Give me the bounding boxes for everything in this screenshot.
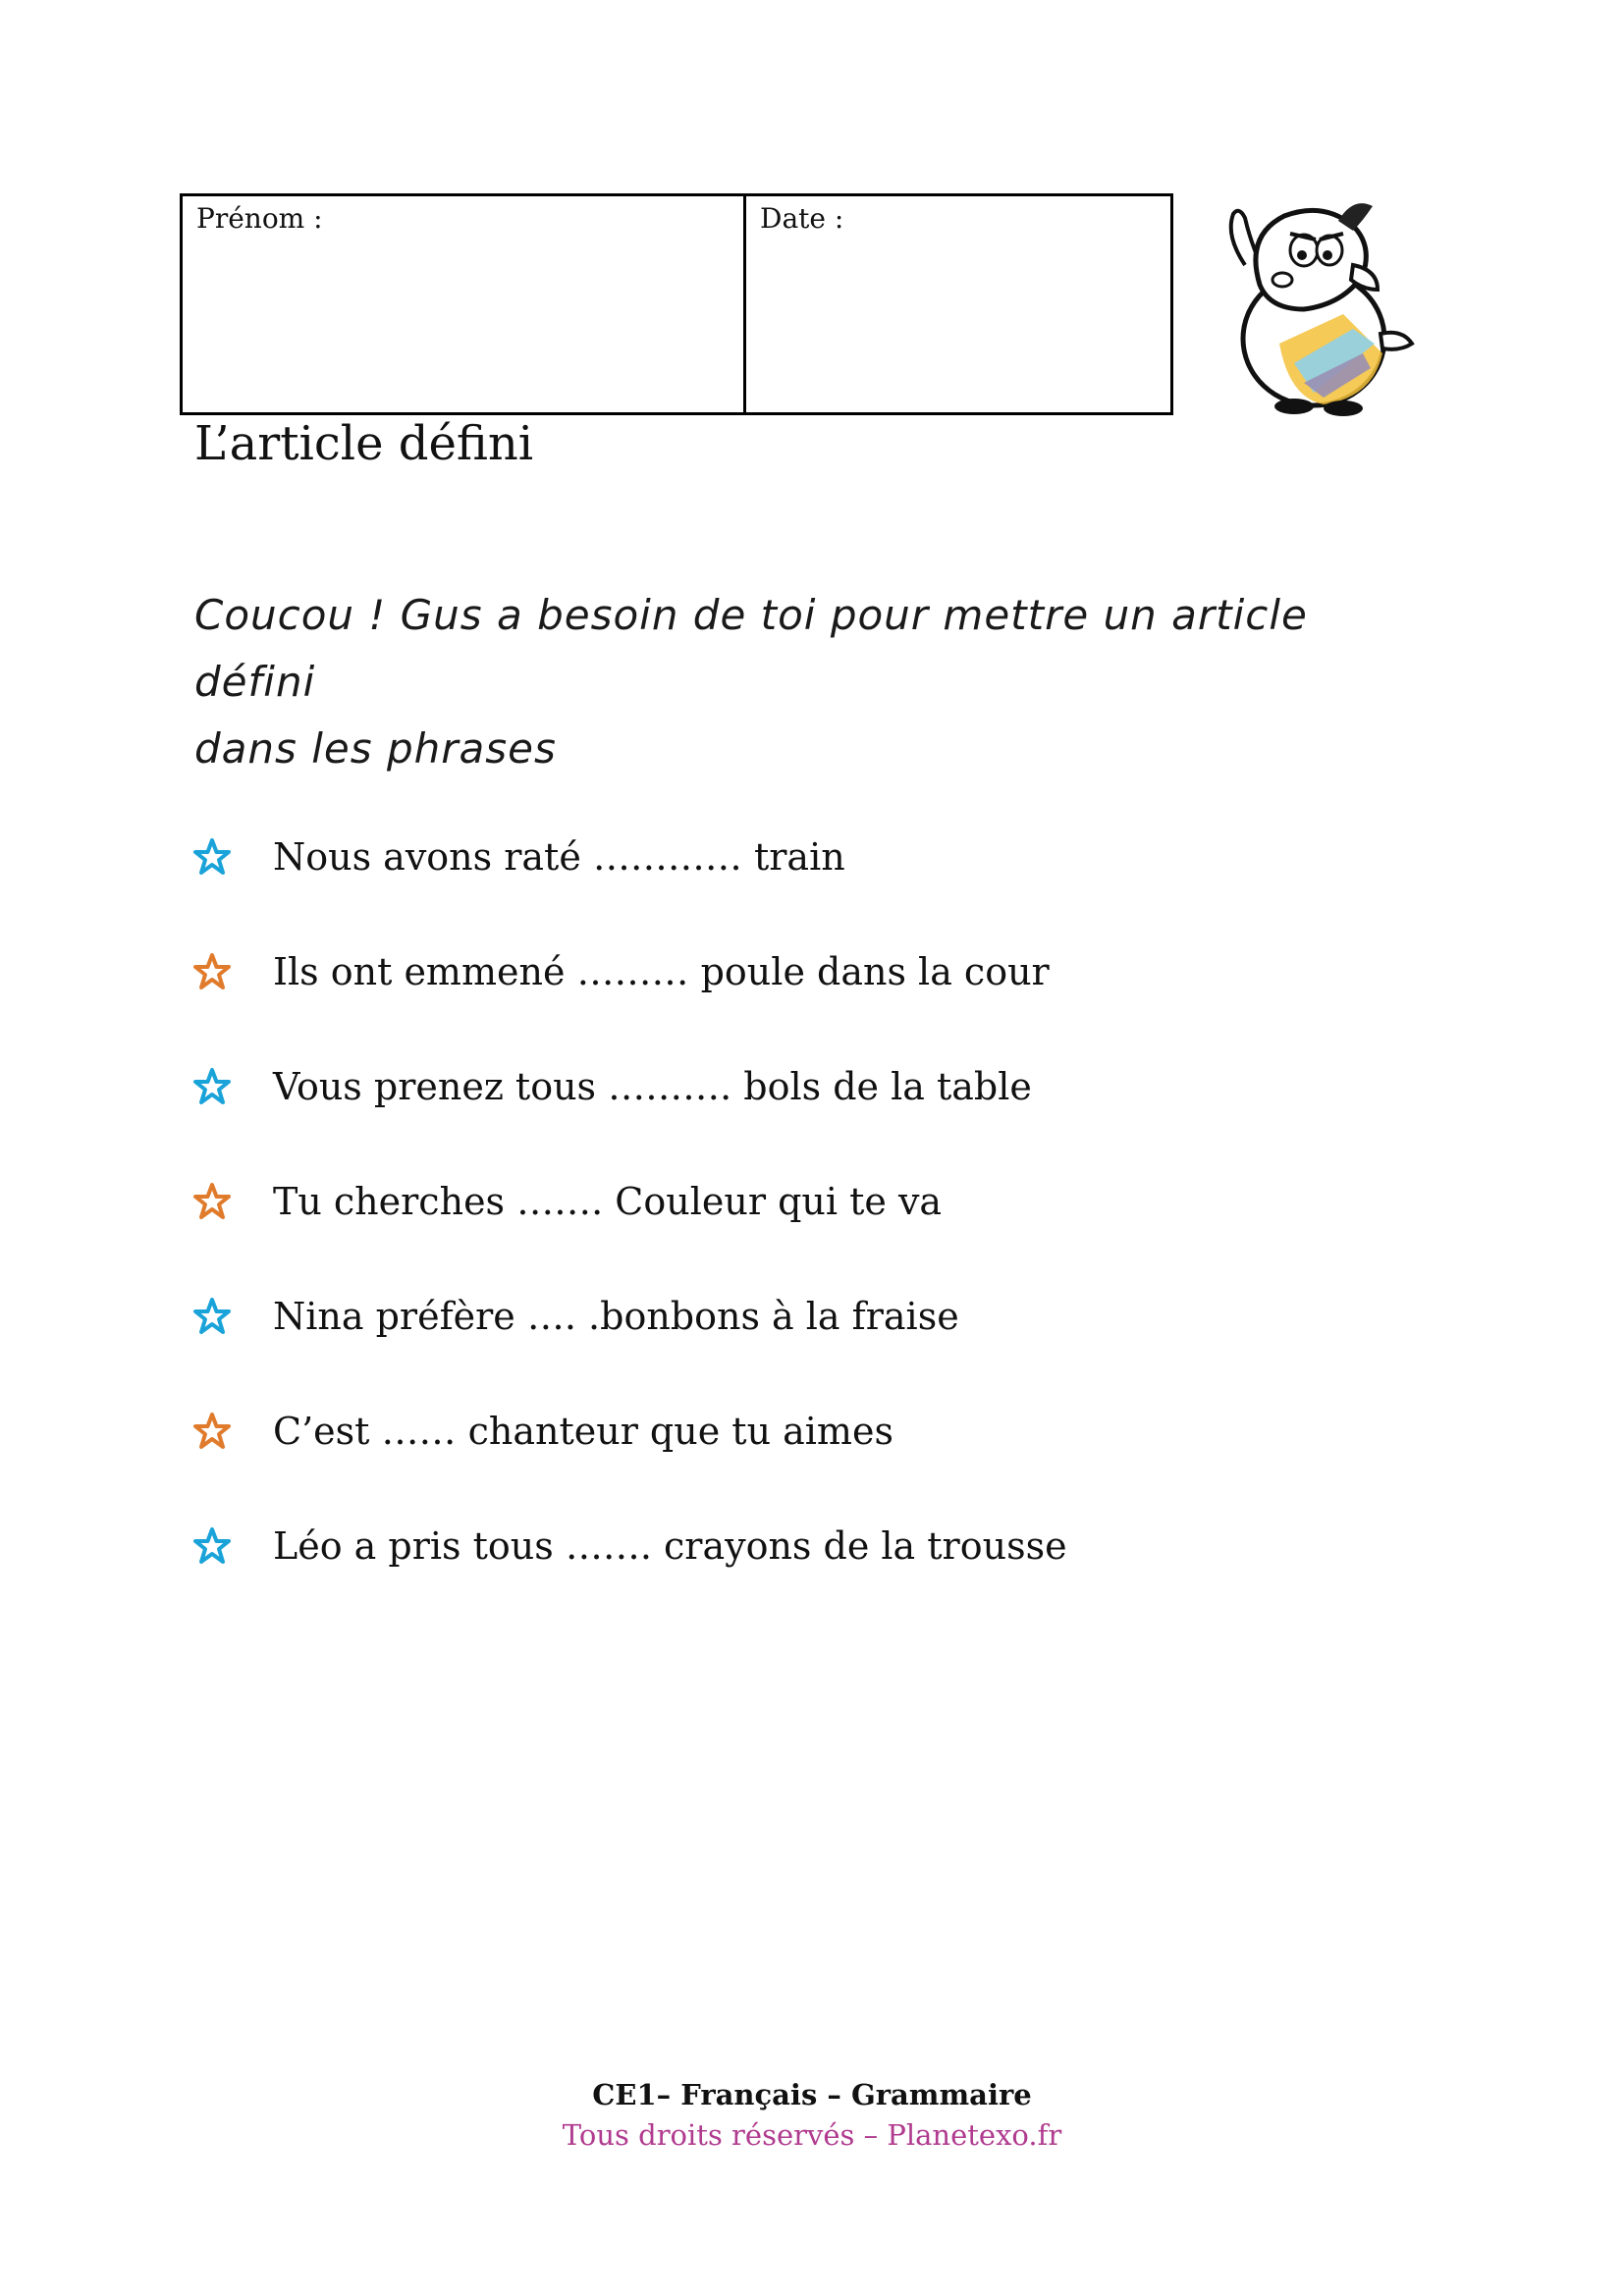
prenom-field[interactable] bbox=[183, 196, 746, 412]
exercise-sentence: Ils ont emmené ……… poule dans la cour bbox=[273, 950, 1050, 993]
instructions-line-2: dans les phrases bbox=[194, 724, 557, 773]
star-icon bbox=[192, 1412, 232, 1451]
instructions bbox=[194, 582, 1432, 782]
exercise-item bbox=[192, 828, 845, 886]
exercise-sentence: Léo a pris tous ……. crayons de la trousse bbox=[273, 1524, 1067, 1568]
page-title: L’article défini bbox=[194, 416, 534, 471]
footer-copyright: Tous droits réservés – Planetexo.fr bbox=[562, 2118, 1062, 2152]
date-field[interactable] bbox=[746, 196, 1170, 412]
exercise-sentence: Vous prenez tous ………. bols de la table bbox=[273, 1065, 1032, 1108]
exercise-sentence: C’est …… chanteur que tu aimes bbox=[273, 1410, 893, 1453]
footer-course: CE1– Français – Grammaire bbox=[592, 2078, 1032, 2111]
date-label: Date : bbox=[760, 202, 844, 235]
exercise-item bbox=[192, 1287, 959, 1346]
star-icon bbox=[192, 952, 232, 991]
exercise-sentence: Nous avons raté ………… train bbox=[273, 835, 845, 879]
gus-sheep-mascot-icon bbox=[1206, 196, 1422, 417]
exercise-item bbox=[192, 942, 1050, 1001]
exercise-item bbox=[192, 1172, 943, 1231]
star-icon bbox=[192, 1297, 232, 1336]
exercise-item bbox=[192, 1402, 893, 1461]
exercise-item bbox=[192, 1517, 1067, 1575]
exercise-item bbox=[192, 1057, 1032, 1116]
star-icon bbox=[192, 1067, 232, 1106]
exercise-sentence: Tu cherches ……. Couleur qui te va bbox=[273, 1180, 943, 1223]
name-date-box bbox=[180, 193, 1173, 415]
exercise-sentence: Nina préfère …. .bonbons à la fraise bbox=[273, 1295, 959, 1338]
prenom-label: Prénom : bbox=[196, 202, 323, 235]
star-icon bbox=[192, 1526, 232, 1566]
star-icon bbox=[192, 1182, 232, 1221]
instructions-line-1: Coucou ! Gus a besoin de toi pour mettre un article défini bbox=[194, 591, 1308, 706]
star-icon bbox=[192, 837, 232, 877]
